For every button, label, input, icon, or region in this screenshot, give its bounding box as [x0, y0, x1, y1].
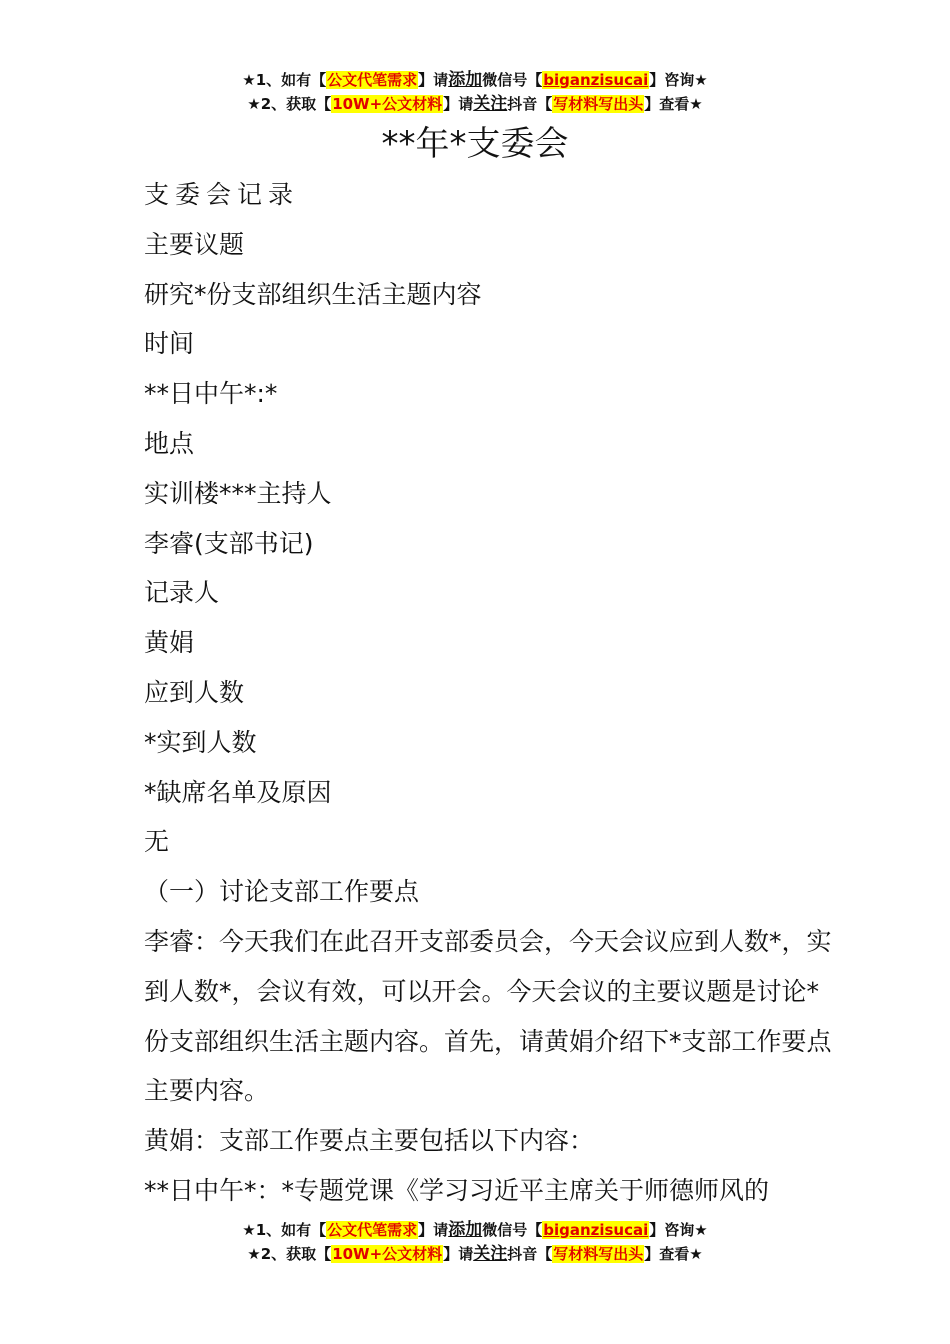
highlight-ghostwriting: 公文代笔需求 — [327, 71, 418, 89]
doc-line-recorder-label: 记录人 — [144, 578, 220, 608]
doc-line-expected-label: 应到人数 — [144, 677, 245, 707]
doc-line-place: 实训楼***主持人 — [144, 478, 332, 508]
emphasis-add: 添加 — [448, 1220, 483, 1240]
doc-line-time-label: 时间 — [144, 329, 195, 359]
promo-text: ★2、获取【 — [247, 95, 332, 113]
douyin-account-highlight: 写材料写出头 — [553, 1245, 644, 1263]
promo-text: 】请 — [418, 71, 449, 89]
promo-text: 微信号【 — [482, 1221, 543, 1239]
section-heading: （一）讨论支部工作要点 — [144, 877, 420, 907]
promo-text: 抖音【 — [507, 1245, 553, 1263]
promo-line-1 — [0, 68, 950, 92]
doc-line-host: 李睿(支部书记) — [144, 528, 314, 558]
promo-text: 】请 — [418, 1221, 449, 1239]
doc-line-recorder: 黄娟 — [144, 628, 195, 658]
emphasis-follow: 关注 — [473, 94, 508, 114]
promo-text: 】查看★ — [644, 1245, 703, 1263]
promo-line-1 — [0, 1218, 950, 1242]
doc-paragraph: 黄娟：支部工作要点主要包括以下内容： — [144, 1126, 595, 1156]
wechat-id-link[interactable]: biganzisucai — [543, 71, 649, 89]
promo-line-2 — [0, 92, 950, 116]
doc-paragraph: **日中午*：*专题党课《学习习近平主席关于师德师风的 — [144, 1175, 770, 1205]
promo-text: ★1、如有【 — [242, 71, 327, 89]
promo-text: 抖音【 — [507, 95, 553, 113]
douyin-account-highlight: 写材料写出头 — [553, 95, 644, 113]
highlight-materials: 10W+公文材料 — [332, 1245, 443, 1263]
wechat-id-link[interactable]: biganzisucai — [543, 1221, 649, 1239]
doc-line-absent-label: *缺席名单及原因 — [144, 777, 332, 807]
doc-line-absent: 无 — [144, 827, 170, 857]
promo-text: ★1、如有【 — [242, 1221, 327, 1239]
promo-line-2 — [0, 1242, 950, 1266]
doc-line-agenda: 研究*份支部组织生活主题内容 — [144, 279, 482, 309]
highlight-ghostwriting: 公文代笔需求 — [327, 1221, 418, 1239]
promo-banner-bottom — [0, 1218, 950, 1266]
promo-text: 微信号【 — [482, 71, 543, 89]
promo-text: 】咨询★ — [649, 1221, 708, 1239]
document-title: **年*支委会 — [381, 124, 569, 164]
doc-line-actual-label: *实到人数 — [144, 727, 257, 757]
emphasis-follow: 关注 — [473, 1244, 508, 1264]
doc-line-place-label: 地点 — [144, 428, 195, 458]
promo-text: ★2、获取【 — [247, 1245, 332, 1263]
promo-text: 】咨询★ — [649, 71, 708, 89]
record-heading: 支委会记录 — [144, 180, 300, 209]
promo-banner-top — [0, 68, 950, 116]
doc-paragraph: 李睿：今天我们在此召开支部委员会，今天会议应到人数*，实到人数*，会议有效，可以开会。今天会议的主要议题是讨论*份支部组织生活主题内容。首先，请黄娟介绍下*支部工作要点主要内容。 — [144, 926, 832, 1106]
promo-text: 】查看★ — [644, 95, 703, 113]
doc-line-agenda-label: 主要议题 — [144, 229, 245, 259]
highlight-materials: 10W+公文材料 — [332, 95, 443, 113]
promo-text: 】请 — [443, 1245, 474, 1263]
emphasis-add: 添加 — [448, 70, 483, 90]
promo-text: 】请 — [443, 95, 474, 113]
document-body — [144, 170, 834, 1216]
doc-line-time: **日中午*:* — [144, 379, 278, 409]
